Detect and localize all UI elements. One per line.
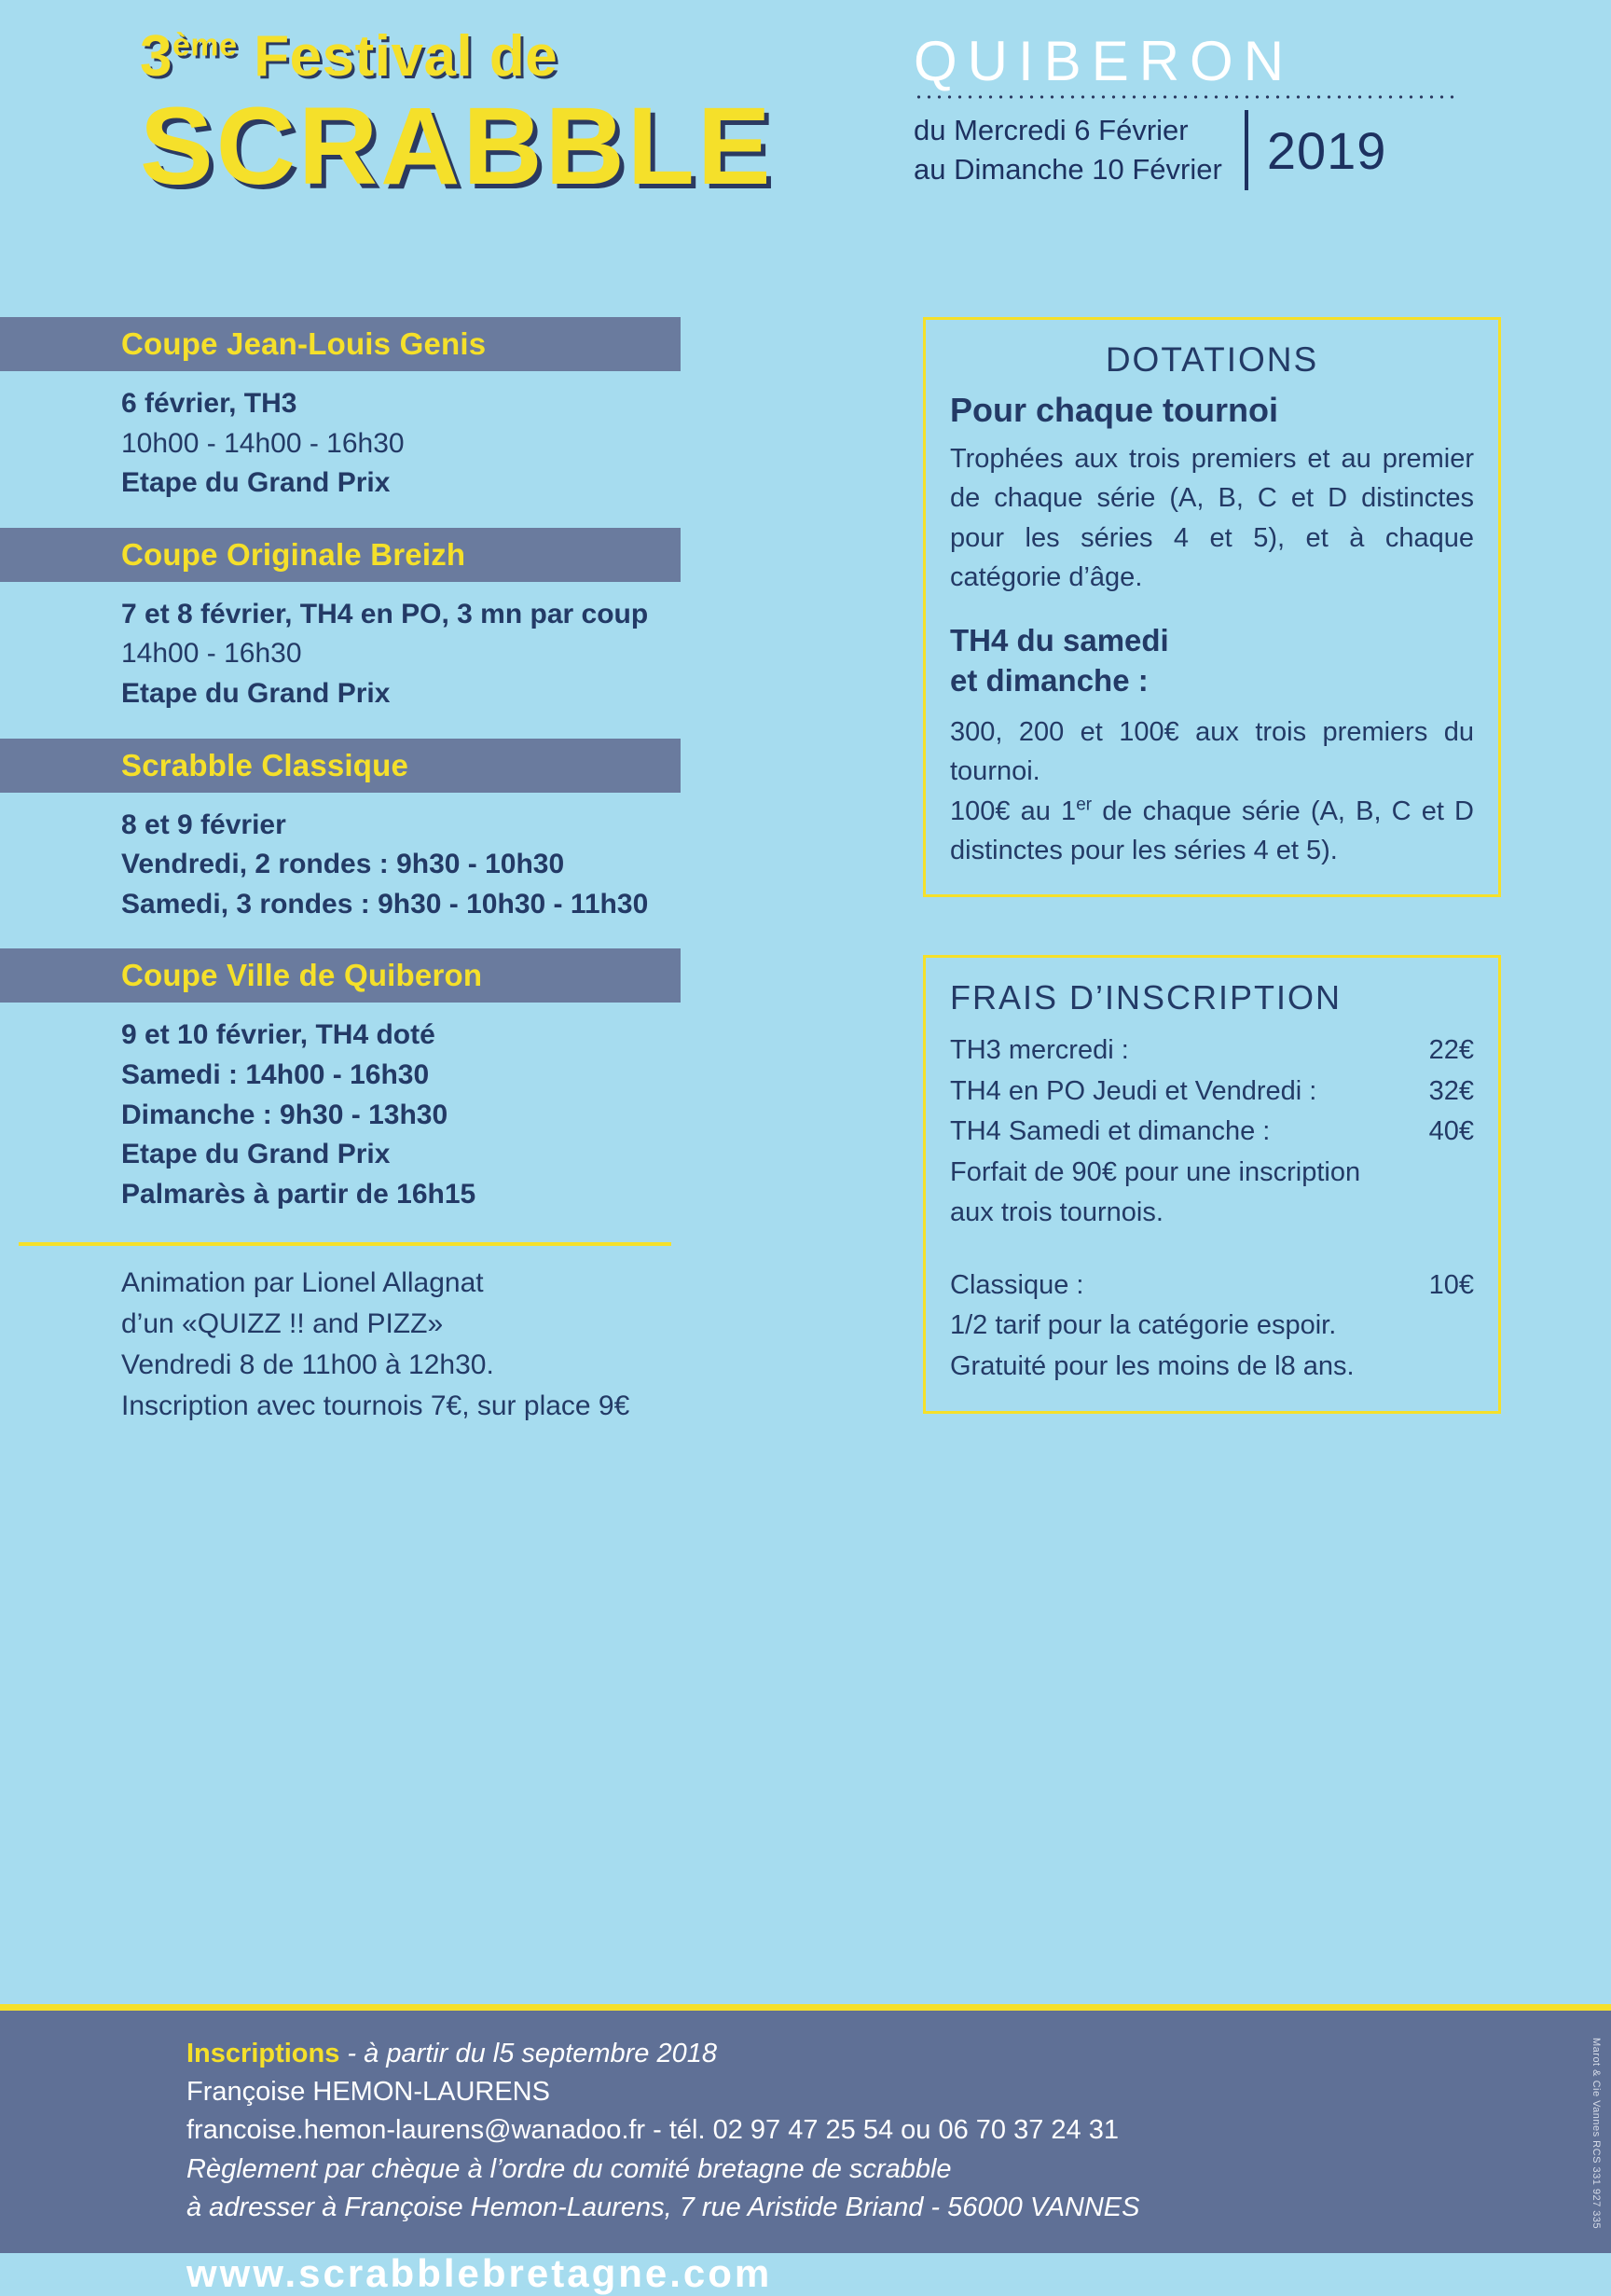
- poster-header: [0, 0, 1611, 280]
- event-location-block: [914, 30, 1510, 190]
- frais-title: FRAIS D’INSCRIPTION: [950, 978, 1342, 1017]
- section-body-coupe-originale-breizh: [0, 582, 690, 714]
- programme-line: 7 et 8 février, TH4 en PO, 3 mn par coup: [121, 598, 649, 629]
- dotations-subtitle: Pour chaque tournoi: [950, 391, 1279, 429]
- footer-contact-details[interactable]: francoise.hemon-laurens@wanadoo.fr - tél. 02 97 47 25 54 ou 06 70 37 24 31: [186, 2115, 1120, 2146]
- festival-title: [140, 24, 886, 208]
- footer-inscriptions-label: Inscriptions: [186, 2039, 340, 2068]
- vertical-divider: [1245, 110, 1248, 190]
- programme-line: Etape du Grand Prix: [121, 1139, 391, 1170]
- event-date-from: du Mercredi 6 Février: [914, 114, 1189, 147]
- dotted-divider: [914, 95, 1460, 99]
- animation-line: Vendredi 8 de 11h00 à 12h30.: [121, 1349, 494, 1380]
- spacer: [0, 714, 690, 739]
- programme-line: Palmarès à partir de 16h15: [121, 1178, 476, 1210]
- fee-value: 10€: [1428, 1269, 1474, 1300]
- dotations-subtitle2-line2: et dimanche :: [950, 663, 1149, 698]
- programme-line: 10h00 - 14h00 - 16h30: [121, 427, 405, 459]
- spacer: [0, 504, 690, 528]
- fee-label: TH3 mercredi :: [950, 1035, 1129, 1066]
- dotations-title: DOTATIONS: [1105, 340, 1319, 379]
- poster-footer: [0, 2011, 1611, 2295]
- dotations-subtitle2: [950, 621, 1474, 701]
- programme-line: Dimanche : 9h30 - 13h30: [121, 1099, 448, 1130]
- animation-line: d’un «QUIZZ !! and PIZZ»: [121, 1308, 444, 1340]
- programme-line: 8 et 9 février: [121, 809, 286, 840]
- programme-line: Vendredi, 2 rondes : 9h30 - 10h30: [121, 849, 565, 880]
- edition-ordinal: ème: [172, 27, 238, 63]
- footer-contact-block: [0, 2011, 1611, 2227]
- footer-payment-line: Règlement par chèque à l’ordre du comité bretagne de scrabble: [186, 2153, 952, 2184]
- dotations-box: [923, 317, 1501, 897]
- fee-note-forfait: Forfait de 90€ pour une inscription: [950, 1156, 1361, 1187]
- info-column: [923, 317, 1520, 1414]
- fee-label: TH4 en PO Jeudi et Vendredi :: [950, 1075, 1317, 1106]
- programme-line: 9 et 10 février, TH4 doté: [121, 1019, 435, 1051]
- edition-number: 3: [140, 24, 172, 89]
- dotations-paragraph2a: 300, 200 et 100€ aux trois premiers du tournoi.: [950, 717, 1474, 787]
- footer-inscriptions-rest: - à partir du l5 septembre 2018: [339, 2039, 717, 2068]
- section-body-coupe-jean-louis-genis: [0, 371, 690, 504]
- fee-row-classique: [950, 1266, 1474, 1307]
- event-dates-row: [914, 110, 1510, 190]
- fee-value: 40€: [1428, 1116, 1474, 1147]
- animation-block: [0, 1263, 690, 1426]
- fee-label: TH4 Samedi et dimanche :: [950, 1116, 1271, 1147]
- festival-word: Festival de: [254, 24, 558, 89]
- fee-note-gratuite: Gratuité pour les moins de l8 ans.: [950, 1350, 1355, 1381]
- footer-website[interactable]: www.scrabblebretagne.com: [186, 2250, 773, 2295]
- section-body-scrabble-classique: [0, 793, 690, 925]
- scrabble-wordmark: SCRABBLE: [140, 85, 774, 208]
- fee-label: Classique :: [950, 1269, 1084, 1300]
- fee-row: [950, 1112, 1474, 1153]
- dotations-p2b-sup: er: [1076, 795, 1093, 815]
- programme-column: [0, 317, 690, 1427]
- footer-address-line: à adresser à Françoise Hemon-Laurens, 7 rue Aristide Briand - 56000 VANNES: [186, 2192, 1140, 2222]
- dotations-paragraph: Trophées aux trois premiers et au premier de chaque série (A, B, C et D distinctes pour les séries 4 et 5), et à chaque catégorie d’âge.: [950, 444, 1474, 592]
- section-title-coupe-originale-breizh: Coupe Originale Breizh: [0, 528, 681, 582]
- fee-value: 32€: [1428, 1075, 1474, 1106]
- printer-credit: Marot & Cie Vannes RCS 331 927 335: [1590, 2037, 1602, 2229]
- fee-value: 22€: [1428, 1035, 1474, 1066]
- dotations-p2b-post: de chaque série (A, B, C et D distinctes pour les séries 4 et 5).: [950, 795, 1474, 866]
- section-title-scrabble-classique: Scrabble Classique: [0, 739, 681, 793]
- dotations-p2b-pre: 100€ au 1: [950, 795, 1077, 826]
- spacer: [950, 1234, 1474, 1266]
- fee-row: [950, 1030, 1474, 1072]
- section-title-coupe-jean-louis-genis: Coupe Jean-Louis Genis: [0, 317, 681, 371]
- event-year: 2019: [1266, 120, 1387, 180]
- programme-line: Samedi, 3 rondes : 9h30 - 10h30 - 11h30: [121, 888, 649, 920]
- section-body-coupe-ville-de-quiberon: [0, 1003, 690, 1214]
- section-title-coupe-ville-de-quiberon: Coupe Ville de Quiberon: [0, 948, 681, 1003]
- programme-line: Etape du Grand Prix: [121, 677, 391, 709]
- event-dates: [914, 111, 1222, 188]
- event-date-to: au Dimanche 10 Février: [914, 153, 1222, 186]
- fee-note-espoir: 1/2 tarif pour la catégorie espoir.: [950, 1310, 1337, 1341]
- fee-row: [950, 1072, 1474, 1113]
- footer-contact-name: Françoise HEMON-LAURENS: [186, 2077, 550, 2108]
- frais-inscription-box: [923, 955, 1501, 1414]
- fee-note-forfait-cont: aux trois tournois.: [950, 1197, 1164, 1228]
- programme-line: 14h00 - 16h30: [121, 638, 302, 670]
- footer-yellow-rule: [0, 2004, 1611, 2011]
- dotations-paragraph2b: [950, 792, 1474, 871]
- animation-line: Inscription avec tournois 7€, sur place 9€: [121, 1390, 630, 1421]
- animation-line: Animation par Lionel Allagnat: [121, 1267, 484, 1299]
- spacer: [0, 924, 690, 948]
- yellow-divider: [19, 1242, 671, 1246]
- programme-line: 6 février, TH3: [121, 388, 297, 419]
- city-name: QUIBERON: [914, 30, 1295, 92]
- dotations-subtitle2-line1: TH4 du samedi: [950, 623, 1169, 658]
- programme-line: Etape du Grand Prix: [121, 467, 391, 499]
- footer-inscriptions-line: [186, 2035, 1611, 2073]
- festival-edition-line: [140, 24, 886, 89]
- programme-line: Samedi : 14h00 - 16h30: [121, 1058, 430, 1090]
